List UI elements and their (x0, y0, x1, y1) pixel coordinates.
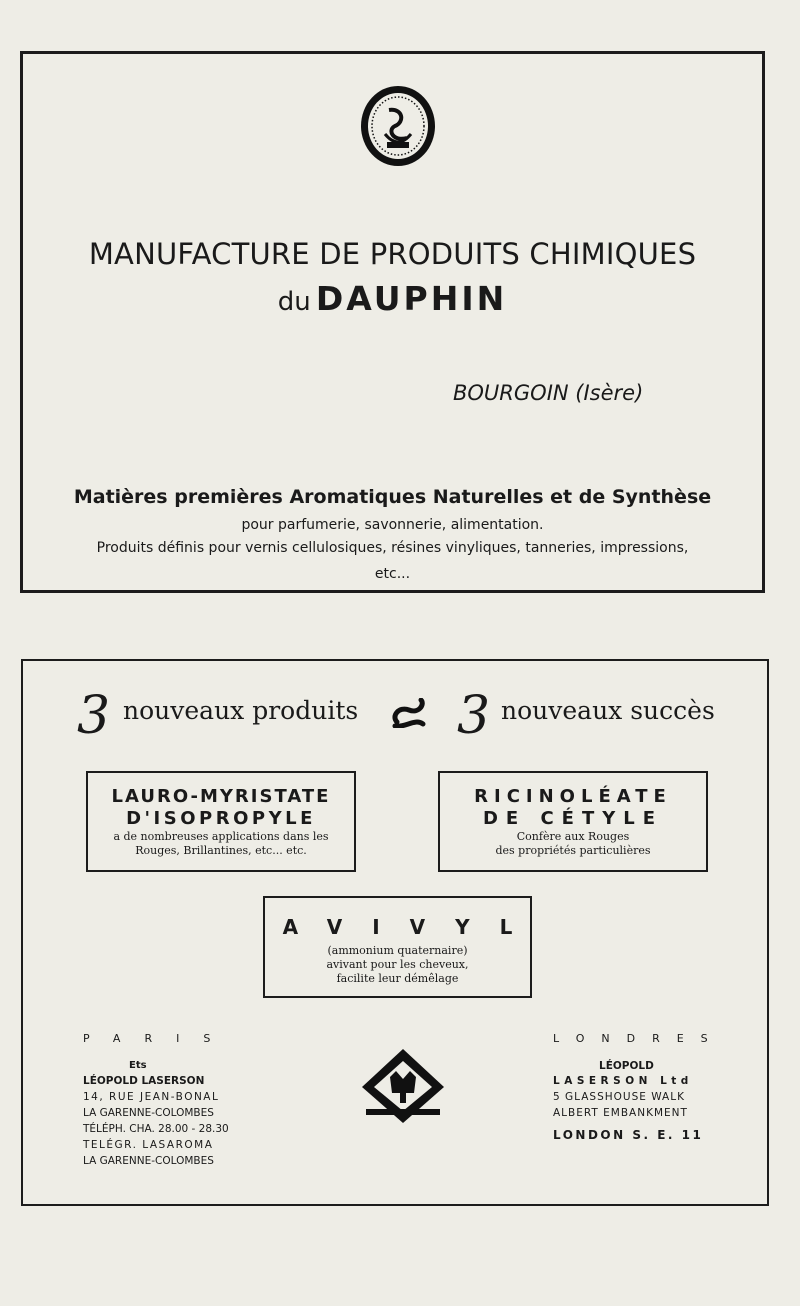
ad1-city: BOURGOIN (Isère) (453, 381, 644, 405)
product-desc: des propriétés particulières (495, 844, 651, 857)
product-avivyl (263, 896, 543, 998)
product-title: LAURO-MYRISTATE (111, 786, 331, 807)
address-first: LÉOPOLD (599, 1060, 654, 1072)
product-ricinoleate (438, 771, 708, 872)
product-desc: Rouges, Brillantines, etc... etc. (135, 844, 307, 857)
ad1-title: MANUFACTURE DE PRODUITS CHIMIQUES (88, 237, 697, 271)
address-ets: Ets (129, 1060, 147, 1071)
headline-digit-left: 3 (77, 686, 111, 746)
address-name: LASERSON Ltd (553, 1075, 693, 1087)
address-street: 5 GLASSHOUSE WALK (553, 1091, 685, 1103)
product-title: RICINOLÉATE (474, 786, 672, 807)
product-title: DE CÉTYLE (482, 808, 664, 829)
address-telegram-town: LA GARENNE-COLOMBES (83, 1155, 214, 1167)
product-title: D'ISOPROPYLE (126, 808, 316, 829)
product-desc: facilite leur démêlage (336, 972, 459, 985)
ad1-uses: pour parfumerie, savonnerie, alimentation. (241, 517, 544, 533)
dauphin-seal-logo (359, 84, 437, 168)
ad-chimie-dauphin (20, 51, 765, 593)
address-city: LONDRES (553, 1032, 725, 1045)
ad1-du: du (277, 287, 311, 317)
ad1-products: Produits définis pour vernis cellulosiques, résines vinyliques, tanneries, impressions, (96, 540, 689, 556)
address-phone: TÉLÉPH. CHA. 28.00 - 28.30 (83, 1123, 229, 1135)
laserson-tulip-logo (360, 1047, 446, 1125)
ad1-company: DAUPHIN (315, 279, 508, 318)
ad2-headline (23, 688, 767, 748)
address-street: 14, RUE JEAN-BONAL (83, 1091, 220, 1103)
product-desc: avivant pour les cheveux, (326, 958, 469, 971)
ad1-etc: etc... (374, 566, 411, 582)
headline-left: nouveaux produits (123, 696, 359, 725)
product-title: AVIVYL (282, 915, 543, 939)
address-postcode: LONDON S. E. 11 (553, 1128, 704, 1142)
address-paris (83, 1031, 234, 1169)
address-town: LA GARENNE-COLOMBES (83, 1107, 214, 1119)
address-london (553, 1031, 725, 1143)
product-lauro-myristate (86, 771, 356, 872)
address-city: PARIS (83, 1032, 235, 1045)
product-desc: Confère aux Rouges (516, 830, 630, 843)
address-embankment: ALBERT EMBANKMENT (553, 1107, 688, 1119)
headline-digit-right: 3 (457, 686, 491, 746)
product-desc: a de nombreuses applications dans les (113, 830, 329, 843)
product-desc: (ammonium quaternaire) (327, 944, 468, 957)
ad-laserson (21, 659, 769, 1206)
ampersand-ornament-icon (389, 698, 429, 728)
address-name: LÉOPOLD LASERSON (83, 1075, 205, 1087)
address-telegram: TELÉGR. LASAROMA (83, 1139, 214, 1151)
ad1-company-line (23, 279, 762, 318)
ad1-tagline: Matières premières Aromatiques Naturelles et de Synthèse (73, 486, 712, 508)
headline-right: nouveaux succès (501, 696, 715, 725)
